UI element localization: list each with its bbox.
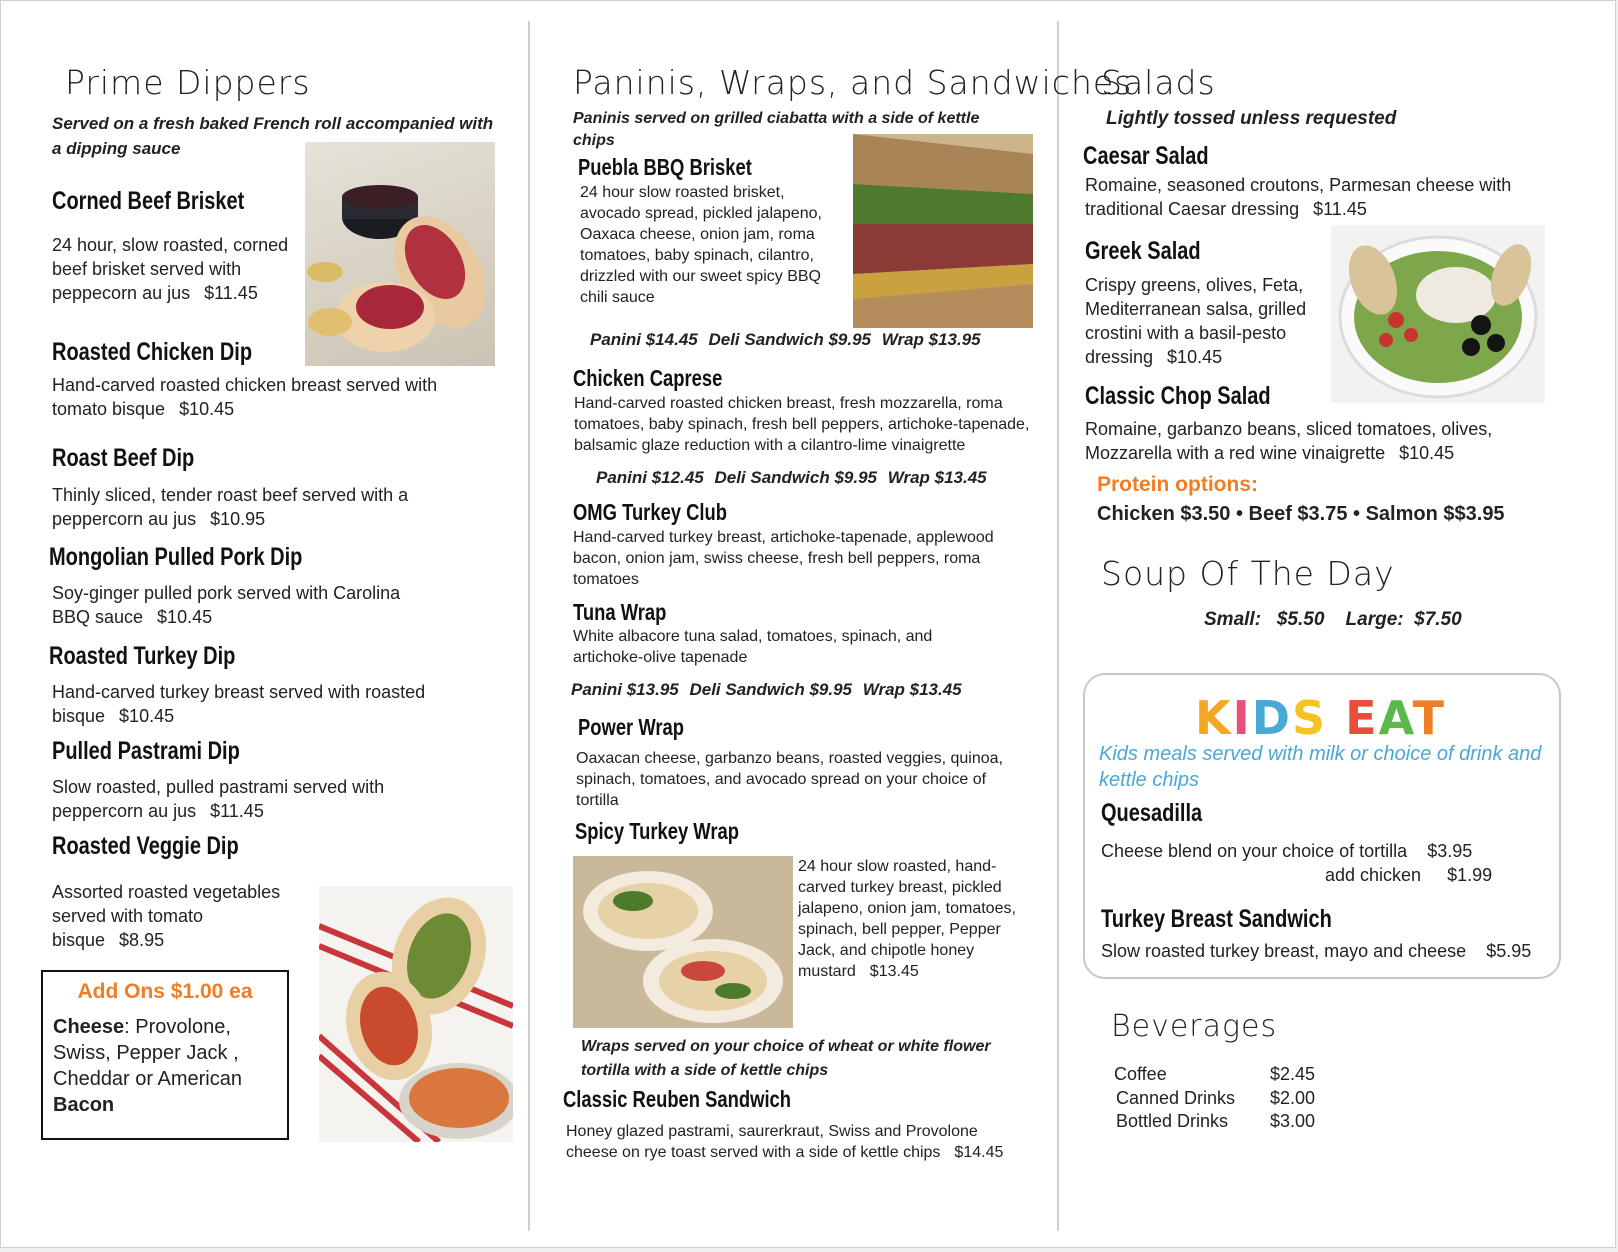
item-name: Turkey Breast Sandwich: [1101, 905, 1332, 933]
veggie-dip-illustration: [319, 886, 513, 1142]
section-title-paninis: Paninis, Wraps, and Sandwiches: [573, 63, 1133, 102]
item-price: $11.45: [210, 801, 264, 821]
brisket-panini-photo: [853, 134, 1033, 328]
item-description: Oaxacan cheese, garbanzo beans, roasted veggies, quinoa, spinach, tomatoes, and avocado spread on your choice of tortilla: [576, 750, 1003, 809]
item-price: $1.99: [1447, 865, 1493, 885]
beverage-row: Canned Drinks $2.00: [1116, 1088, 1316, 1108]
corned-beef-illustration: [305, 142, 495, 366]
item-description: Soy-ginger pulled pork served with Carolina BBQ sauce $10.45: [52, 583, 401, 627]
item-price: $14.45: [954, 1144, 1004, 1161]
item-description: 24 hour, slow roasted, corned beef brisket served with peppecorn au jus $11.45: [52, 235, 289, 303]
item-price: $3.95: [1427, 841, 1473, 861]
price-options: Panini $14.45 Deli Sandwich $9.95 Wrap $13.95: [590, 330, 981, 349]
item-description: Assorted roasted vegetables served with tomato bisque $8.95: [52, 882, 281, 950]
item-price: $10.95: [210, 509, 266, 529]
item-description: Slow roasted turkey breast, mayo and cheese $5.95: [1101, 941, 1532, 961]
item-price: $10.45: [1167, 347, 1223, 367]
item-price: $10.45: [157, 607, 213, 627]
item-description: Romaine, garbanzo beans, sliced tomatoes, olives, Mozzarella with a red wine vinaigrette $10.45: [1085, 419, 1493, 463]
item-description: Hand-carved turkey breast served with roasted bisque $10.45: [52, 682, 426, 726]
section-title-prime-dippers: Prime Dippers: [65, 63, 311, 102]
item-price: $13.45: [869, 963, 919, 980]
addons-cheese: Cheese: Provolone, Swiss, Pepper Jack , Cheddar or American: [53, 1016, 242, 1090]
greek-salad-illustration: [1331, 225, 1545, 403]
item-price: $8.95: [119, 930, 165, 950]
item-name: Roasted Veggie Dip: [52, 832, 239, 860]
item-name: Puebla BBQ Brisket: [578, 154, 752, 180]
item-name: Caesar Salad: [1083, 142, 1209, 170]
addons-box: [41, 970, 289, 1140]
section-title-soup: Soup Of The Day: [1101, 554, 1395, 593]
protein-options-label: Protein options:: [1097, 473, 1258, 496]
item-description: Cheese blend on your choice of tortilla $3.95: [1101, 841, 1473, 861]
item-description: Thinly sliced, tender roast beef served with a peppercorn au jus $10.95: [52, 485, 409, 529]
item-price: $5.95: [1486, 941, 1532, 961]
addons-bacon: Bacon: [53, 1094, 115, 1116]
item-name: Quesadilla: [1101, 799, 1203, 827]
brisket-panini-illustration: [853, 134, 1033, 328]
item-name: Pulled Pastrami Dip: [52, 737, 240, 765]
beverage-row: Bottled Drinks $3.00: [1116, 1111, 1316, 1131]
item-name: Greek Salad: [1085, 237, 1201, 265]
section-subtitle: Paninis served on grilled ciabatta with a side of kettle chips: [573, 110, 980, 149]
section-title-salads: Salads: [1101, 63, 1216, 102]
section-subtitle: Lightly tossed unless requested: [1106, 108, 1397, 129]
beverage-row: Coffee $2.45: [1114, 1064, 1316, 1084]
item-description: Hand-carved roasted chicken breast, fresh mozzarella, roma tomatoes, baby spinach, fresh bell peppers, artichoke-tapenade, balsamic glaze reduction with a cilantro-lime vinaigrette: [574, 395, 1030, 454]
addons-title: Add Ons $1.00 ea: [77, 980, 253, 1003]
wrap-note: Wraps served on your choice of wheat or white flower tortilla with a side of kettle chips: [581, 1038, 991, 1079]
item-name: Classic Chop Salad: [1085, 382, 1271, 410]
item-description: Romaine, seasoned croutons, Parmesan cheese with traditional Caesar dressing $11.45: [1085, 175, 1512, 219]
item-name: Mongolian Pulled Pork Dip: [49, 543, 303, 571]
item-addon: add chicken $1.99: [1325, 865, 1493, 885]
section-subtitle: Served on a fresh baked French roll accompanied with a dipping sauce: [52, 114, 494, 158]
item-price: $11.45: [1313, 199, 1367, 219]
item-name: Roasted Turkey Dip: [49, 642, 236, 670]
kids-eat-box: [1083, 673, 1561, 979]
item-price: $10.45: [119, 706, 175, 726]
item-description: Hand-carved roasted chicken breast served with tomato bisque $10.45: [52, 375, 438, 419]
item-name: Classic Reuben Sandwich: [563, 1086, 792, 1112]
item-description: White albacore tuna salad, tomatoes, spinach, and artichoke-olive tapenade: [573, 628, 933, 666]
price-options: Panini $13.95 Deli Sandwich $9.95 Wrap $13.45: [571, 680, 962, 699]
item-name: Roasted Chicken Dip: [52, 338, 253, 366]
item-name: Roast Beef Dip: [52, 444, 195, 472]
kids-eat-title: KIDS EAT: [1195, 691, 1446, 745]
item-price: $10.45: [1399, 443, 1455, 463]
column-divider: [1057, 21, 1059, 1231]
turkey-wrap-illustration: [573, 856, 793, 1028]
item-description: Hand-carved turkey breast, artichoke-tapenade, applewood bacon, onion jam, swiss cheese, fresh bell peppers, roma tomatoes: [573, 529, 994, 588]
item-description: Crispy greens, olives, Feta, Mediterranean salsa, grilled crostini with a basil-pesto dressing $10.45: [1085, 275, 1307, 367]
item-description: 24 hour slow roasted, hand-carved turkey breast, pickled jalapeno, onion jam, tomatoes, spinach, bell pepper, Pepper Jack, and chipotle honey mustard $13.45: [798, 858, 1016, 980]
item-price: $10.45: [179, 399, 235, 419]
item-name: OMG Turkey Club: [573, 499, 728, 525]
item-name: Power Wrap: [578, 714, 684, 740]
item-description: 24 hour slow roasted brisket, avocado spread, pickled jalapeno, Oaxaca cheese, onion jam, roma tomatoes, baby spinach, cilantro, drizzled with our sweet spicy BBQ chili sauce: [580, 184, 822, 306]
item-name: Tuna Wrap: [573, 599, 667, 625]
soup-prices: Small: $5.50 Large: $7.50: [1204, 609, 1462, 630]
corned-beef-photo: [305, 142, 495, 366]
section-title-beverages: Beverages: [1111, 1009, 1278, 1044]
column-divider: [528, 21, 530, 1231]
item-price: $11.45: [204, 283, 258, 303]
item-description: Honey glazed pastrami, saurerkraut, Swiss and Provolone cheese on rye toast served with a side of kettle chips $14.45: [566, 1123, 1004, 1161]
kids-subtitle: Kids meals served with milk or choice of drink and kettle chips: [1099, 743, 1542, 791]
price-options: Panini $12.45 Deli Sandwich $9.95 Wrap $13.45: [596, 468, 987, 487]
protein-options-prices: Chicken $3.50 • Beef $3.75 • Salmon $$3.95: [1097, 503, 1505, 525]
item-name: Spicy Turkey Wrap: [575, 818, 739, 844]
item-name: Corned Beef Brisket: [52, 187, 245, 215]
spicy-turkey-wrap-photo: [573, 856, 793, 1028]
greek-salad-photo: [1331, 225, 1545, 403]
item-description: Slow roasted, pulled pastrami served with peppercorn au jus $11.45: [52, 777, 385, 821]
veggie-dip-photo: [319, 886, 513, 1142]
item-name: Chicken Caprese: [573, 365, 723, 391]
